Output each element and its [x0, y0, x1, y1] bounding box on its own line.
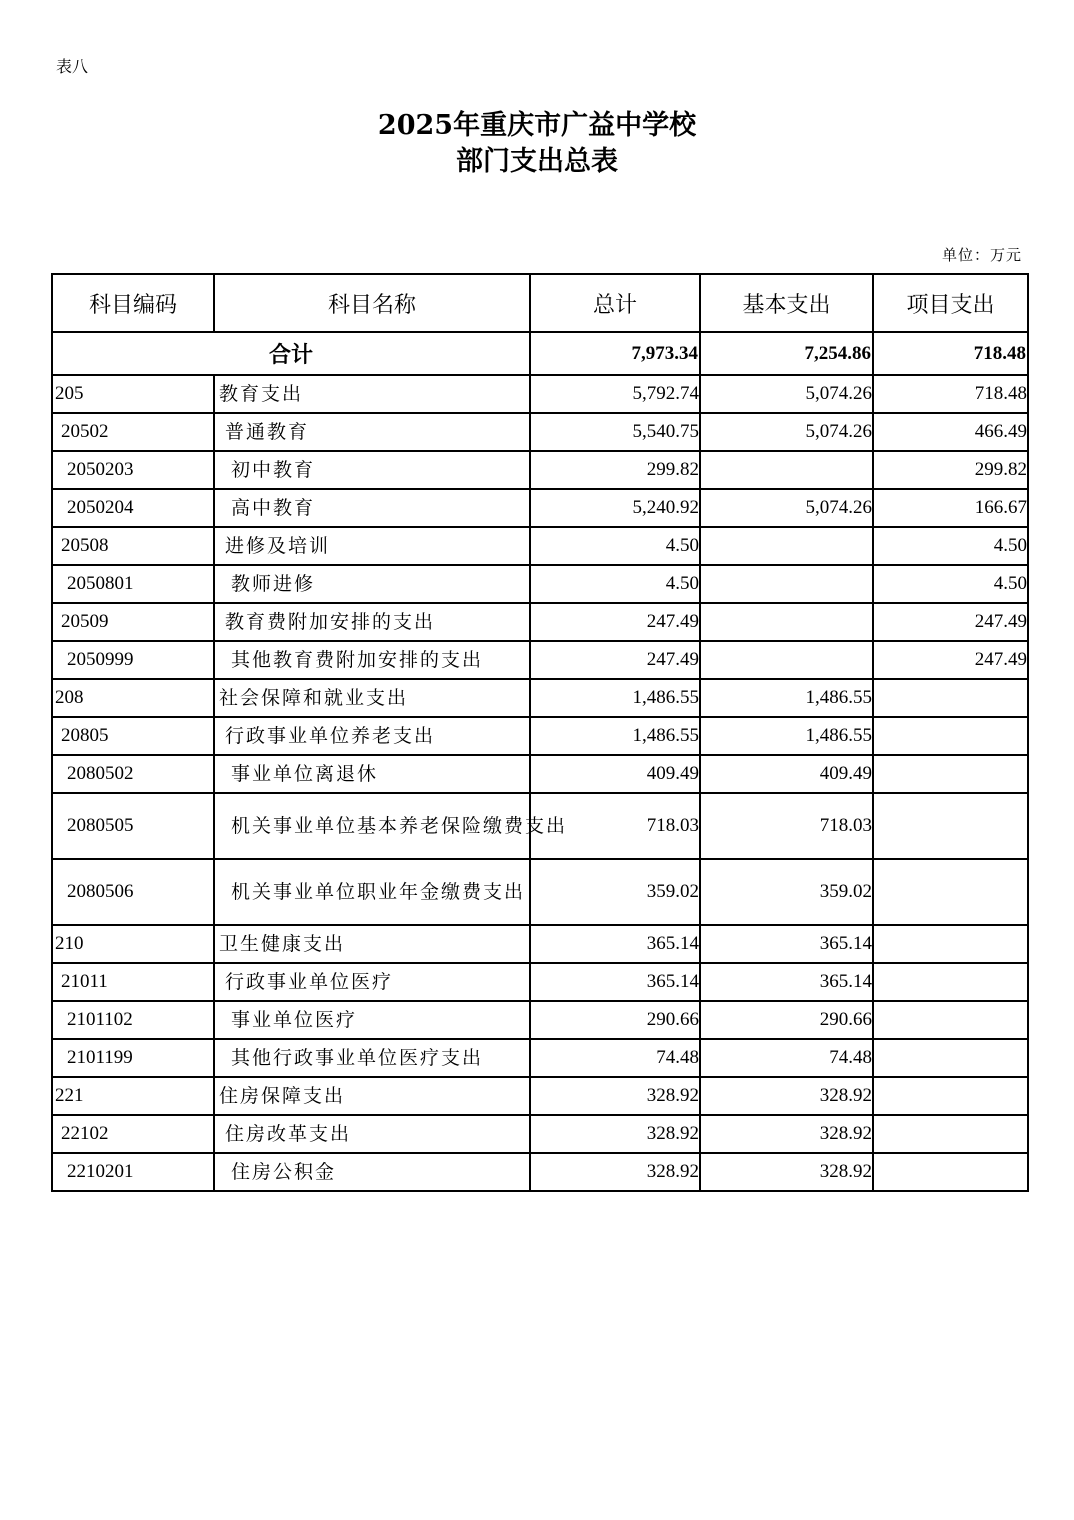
- cell-total: 299.82: [530, 451, 700, 489]
- cell-code: 20509: [52, 603, 214, 641]
- cell-basic: 409.49: [700, 755, 873, 793]
- total-label: 合计: [52, 332, 530, 375]
- table-row: [52, 1039, 1028, 1077]
- cell-name: 住房改革支出: [214, 1115, 530, 1153]
- cell-total: 365.14: [530, 963, 700, 1001]
- cell-basic: 365.14: [700, 925, 873, 963]
- table-row: [52, 451, 1028, 489]
- cell-basic: 5,074.26: [700, 489, 873, 527]
- cell-project: 718.48: [873, 375, 1028, 413]
- cell-basic: 1,486.55: [700, 717, 873, 755]
- document-title: 2025年重庆市广益中学校: [377, 110, 697, 141]
- cell-total: 247.49: [530, 603, 700, 641]
- cell-total: 5,540.75: [530, 413, 700, 451]
- cell-code: 221: [52, 1077, 214, 1115]
- cell-basic: 5,074.26: [700, 375, 873, 413]
- cell-project: 247.49: [873, 641, 1028, 679]
- cell-basic: 5,074.26: [700, 413, 873, 451]
- cell-total: 290.66: [530, 1001, 700, 1039]
- table-row: [52, 489, 1028, 527]
- table-row: [52, 375, 1028, 413]
- cell-code: 205: [52, 375, 214, 413]
- cell-project: [873, 859, 1028, 925]
- cell-name: 教育支出: [214, 375, 530, 413]
- cell-name: 教师进修: [214, 565, 530, 603]
- cell-project: [873, 755, 1028, 793]
- cell-project: 166.67: [873, 489, 1028, 527]
- table-row: [52, 963, 1028, 1001]
- unit-label: 单位：万元: [941, 246, 1022, 264]
- cell-name: 其他教育费附加安排的支出: [214, 641, 530, 679]
- cell-name: 事业单位医疗: [214, 1001, 530, 1039]
- total-row: [52, 332, 1028, 375]
- cell-total: 328.92: [530, 1115, 700, 1153]
- cell-code: 20805: [52, 717, 214, 755]
- cell-name: 行政事业单位养老支出: [214, 717, 530, 755]
- cell-code: 2050204: [52, 489, 214, 527]
- table-row: [52, 1001, 1028, 1039]
- header-name: 科目名称: [214, 274, 530, 332]
- cell-basic: [700, 641, 873, 679]
- table-row: [52, 793, 1028, 859]
- cell-code: 2050203: [52, 451, 214, 489]
- table-row: [52, 641, 1028, 679]
- cell-total: 365.14: [530, 925, 700, 963]
- cell-total: 5,240.92: [530, 489, 700, 527]
- table-row: [52, 565, 1028, 603]
- total-basic: 7,254.86: [700, 332, 873, 375]
- table-number: 表八: [56, 57, 89, 76]
- cell-name: 高中教育: [214, 489, 530, 527]
- cell-code: 21011: [52, 963, 214, 1001]
- cell-basic: 290.66: [700, 1001, 873, 1039]
- cell-total: 718.03: [530, 793, 700, 859]
- table-row: [52, 1077, 1028, 1115]
- cell-total: 247.49: [530, 641, 700, 679]
- cell-name: 教育费附加安排的支出: [214, 603, 530, 641]
- cell-name: 卫生健康支出: [214, 925, 530, 963]
- cell-name: 机关事业单位职业年金缴费支出: [214, 859, 530, 925]
- cell-project: [873, 1039, 1028, 1077]
- cell-name: 住房公积金: [214, 1153, 530, 1191]
- total-project: 718.48: [873, 332, 1028, 375]
- cell-basic: 328.92: [700, 1115, 873, 1153]
- cell-code: 2210201: [52, 1153, 214, 1191]
- cell-basic: 1,486.55: [700, 679, 873, 717]
- cell-name: 事业单位离退休: [214, 755, 530, 793]
- header-row: [52, 274, 1028, 332]
- cell-name: 机关事业单位基本养老保险缴费支出: [214, 793, 530, 859]
- cell-basic: [700, 565, 873, 603]
- cell-basic: [700, 603, 873, 641]
- header-basic: 基本支出: [700, 274, 873, 332]
- document-subtitle: 部门支出总表: [456, 146, 618, 177]
- cell-name: 初中教育: [214, 451, 530, 489]
- cell-project: [873, 963, 1028, 1001]
- table-row: [52, 1153, 1028, 1191]
- table-row: [52, 1115, 1028, 1153]
- cell-code: 2050801: [52, 565, 214, 603]
- cell-basic: 359.02: [700, 859, 873, 925]
- cell-project: [873, 679, 1028, 717]
- header-code: 科目编码: [52, 274, 214, 332]
- cell-basic: 718.03: [700, 793, 873, 859]
- cell-basic: 328.92: [700, 1153, 873, 1191]
- cell-project: [873, 717, 1028, 755]
- cell-project: [873, 925, 1028, 963]
- cell-code: 2080502: [52, 755, 214, 793]
- table-row: [52, 679, 1028, 717]
- header-total: 总计: [530, 274, 700, 332]
- cell-code: 2080506: [52, 859, 214, 925]
- cell-basic: [700, 451, 873, 489]
- table-row: [52, 717, 1028, 755]
- cell-code: 2101102: [52, 1001, 214, 1039]
- table-row: [52, 603, 1028, 641]
- cell-name: 普通教育: [214, 413, 530, 451]
- cell-code: 210: [52, 925, 214, 963]
- cell-code: 2080505: [52, 793, 214, 859]
- cell-project: 4.50: [873, 527, 1028, 565]
- header-project: 项目支出: [873, 274, 1028, 332]
- cell-code: 2101199: [52, 1039, 214, 1077]
- cell-code: 20502: [52, 413, 214, 451]
- cell-basic: 74.48: [700, 1039, 873, 1077]
- cell-project: [873, 793, 1028, 859]
- cell-total: 328.92: [530, 1077, 700, 1115]
- cell-name: 行政事业单位医疗: [214, 963, 530, 1001]
- cell-total: 4.50: [530, 527, 700, 565]
- cell-code: 2050999: [52, 641, 214, 679]
- table-row: [52, 925, 1028, 963]
- table-row: [52, 859, 1028, 925]
- cell-total: 1,486.55: [530, 679, 700, 717]
- cell-total: 409.49: [530, 755, 700, 793]
- cell-name: 进修及培训: [214, 527, 530, 565]
- expenditure-table: [51, 273, 1029, 1192]
- cell-basic: 328.92: [700, 1077, 873, 1115]
- cell-name: 其他行政事业单位医疗支出: [214, 1039, 530, 1077]
- cell-project: 466.49: [873, 413, 1028, 451]
- cell-total: 74.48: [530, 1039, 700, 1077]
- table-row: [52, 755, 1028, 793]
- cell-total: 359.02: [530, 859, 700, 925]
- cell-project: [873, 1001, 1028, 1039]
- cell-total: 5,792.74: [530, 375, 700, 413]
- cell-name: 住房保障支出: [214, 1077, 530, 1115]
- cell-total: 1,486.55: [530, 717, 700, 755]
- cell-total: 328.92: [530, 1153, 700, 1191]
- cell-project: 4.50: [873, 565, 1028, 603]
- cell-project: [873, 1077, 1028, 1115]
- cell-name: 社会保障和就业支出: [214, 679, 530, 717]
- cell-project: 247.49: [873, 603, 1028, 641]
- cell-code: 22102: [52, 1115, 214, 1153]
- cell-project: 299.82: [873, 451, 1028, 489]
- cell-project: [873, 1153, 1028, 1191]
- total-sum: 7,973.34: [530, 332, 700, 375]
- table-row: [52, 527, 1028, 565]
- cell-code: 208: [52, 679, 214, 717]
- cell-total: 4.50: [530, 565, 700, 603]
- cell-basic: 365.14: [700, 963, 873, 1001]
- table-row: [52, 413, 1028, 451]
- cell-code: 20508: [52, 527, 214, 565]
- cell-project: [873, 1115, 1028, 1153]
- cell-basic: [700, 527, 873, 565]
